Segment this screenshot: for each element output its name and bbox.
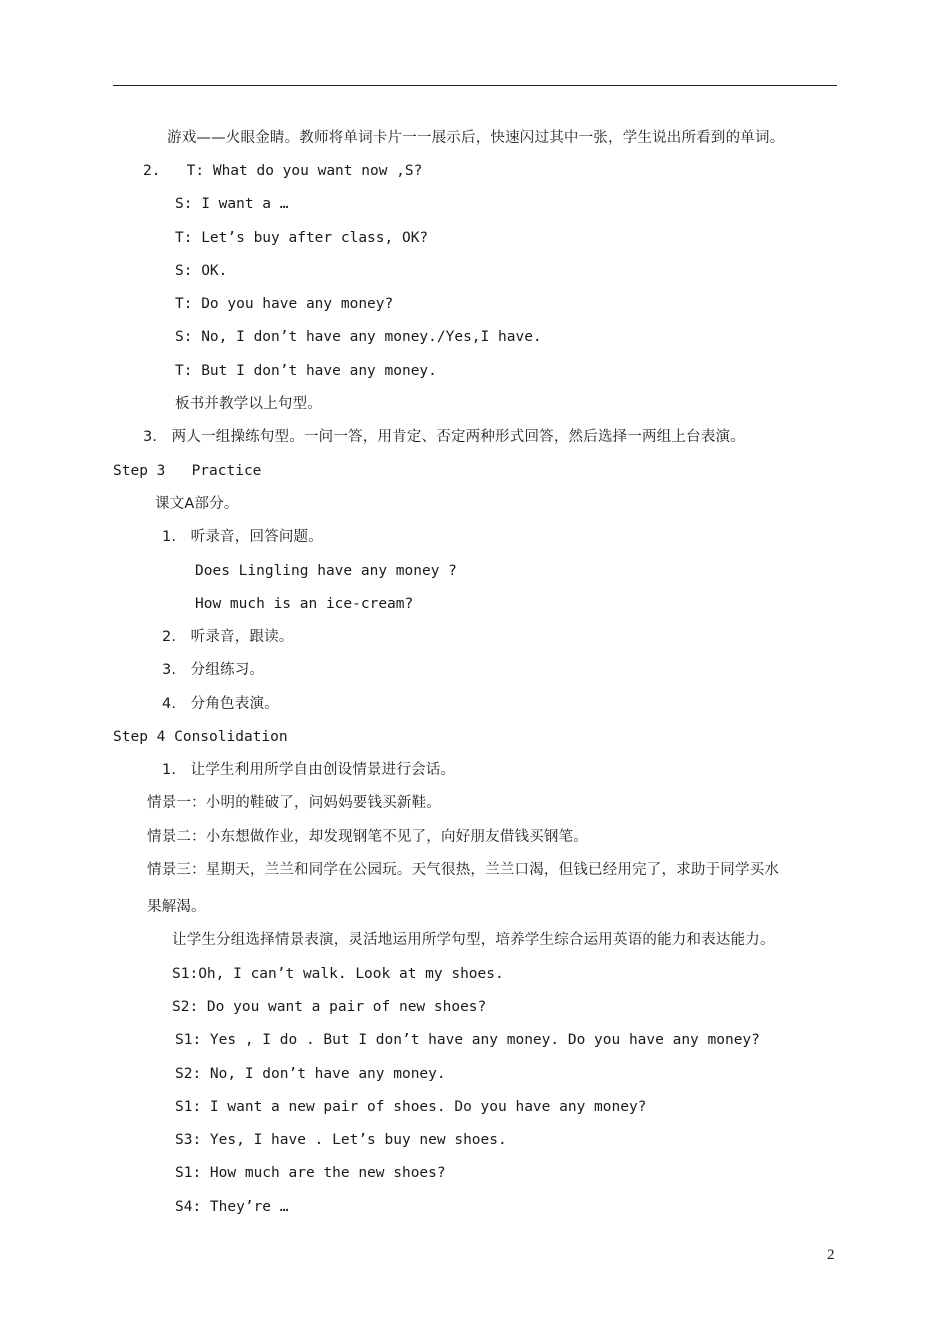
text-line: S1:Oh, I can’t walk. Look at my shoes. (172, 966, 504, 982)
text-line: 让学生分组选择情景表演，灵活地运用所学句型，培养学生综合运用英语的能力和表达能力。 (172, 932, 775, 948)
text-line: How much is an ice-cream? (195, 596, 414, 612)
section-heading: Step 4 Consolidation (113, 729, 288, 745)
text-line: 板书并教学以上句型。 (175, 396, 322, 412)
header-rule (113, 85, 837, 86)
text-line: S: I want a … (175, 196, 289, 212)
text-line: 情景一：小明的鞋破了，问妈妈要钱买新鞋。 (147, 795, 441, 811)
section-heading: Step 3 Practice (113, 463, 262, 479)
text-line: T: Let’s buy after class, OK? (175, 230, 429, 246)
text-line: T: Do you have any money? (175, 296, 394, 312)
text-line: 情景三：星期天，兰兰和同学在公园玩。天气很热，兰兰口渴，但钱已经用完了，求助于同学买水 (147, 862, 780, 878)
text-line: S3: Yes, I have . Let’s buy new shoes. (175, 1132, 507, 1148)
text-line: S4: They’re … (175, 1199, 289, 1215)
text-line: T: But I don’t have any money. (175, 363, 437, 379)
text-line: 课文A部分。 (155, 496, 239, 512)
text-line: 果解渴。 (147, 899, 206, 915)
text-line: S: OK. (175, 263, 228, 279)
text-line: S1: I want a new pair of shoes. Do you have any money? (175, 1099, 647, 1115)
text-line: 1. 听录音，回答问题。 (162, 529, 323, 545)
text-line: 2. 听录音，跟读。 (162, 629, 294, 645)
text-line: S2: Do you want a pair of new shoes? (172, 999, 487, 1015)
text-line: S2: No, I don’t have any money. (175, 1066, 446, 1082)
page-number: 2 (827, 1247, 835, 1263)
text-line: 3. 两人一组操练句型。一问一答，用肯定、否定两种形式回答，然后选择一两组上台表演。 (143, 429, 745, 445)
text-line: 情景二：小东想做作业，却发现钢笔不见了，向好朋友借钱买钢笔。 (147, 829, 588, 845)
text-line: S: No, I don’t have any money./Yes,I have. (175, 329, 542, 345)
text-line: S1: How much are the new shoes? (175, 1165, 446, 1181)
text-line: S1: Yes , I do . But I don’t have any money. Do you have any money? (175, 1032, 760, 1048)
text-line: Does Lingling have any money ? (195, 563, 457, 579)
text-line: 3. 分组练习。 (162, 662, 265, 678)
text-line: 游戏——火眼金睛。教师将单词卡片一一展示后，快速闪过其中一张，学生说出所看到的单词。 (167, 130, 785, 146)
text-line: 1. 让学生利用所学自由创设情景进行会话。 (162, 762, 456, 778)
text-line: 4. 分角色表演。 (162, 696, 279, 712)
text-line: 2. T: What do you want now ,S? (143, 163, 423, 179)
